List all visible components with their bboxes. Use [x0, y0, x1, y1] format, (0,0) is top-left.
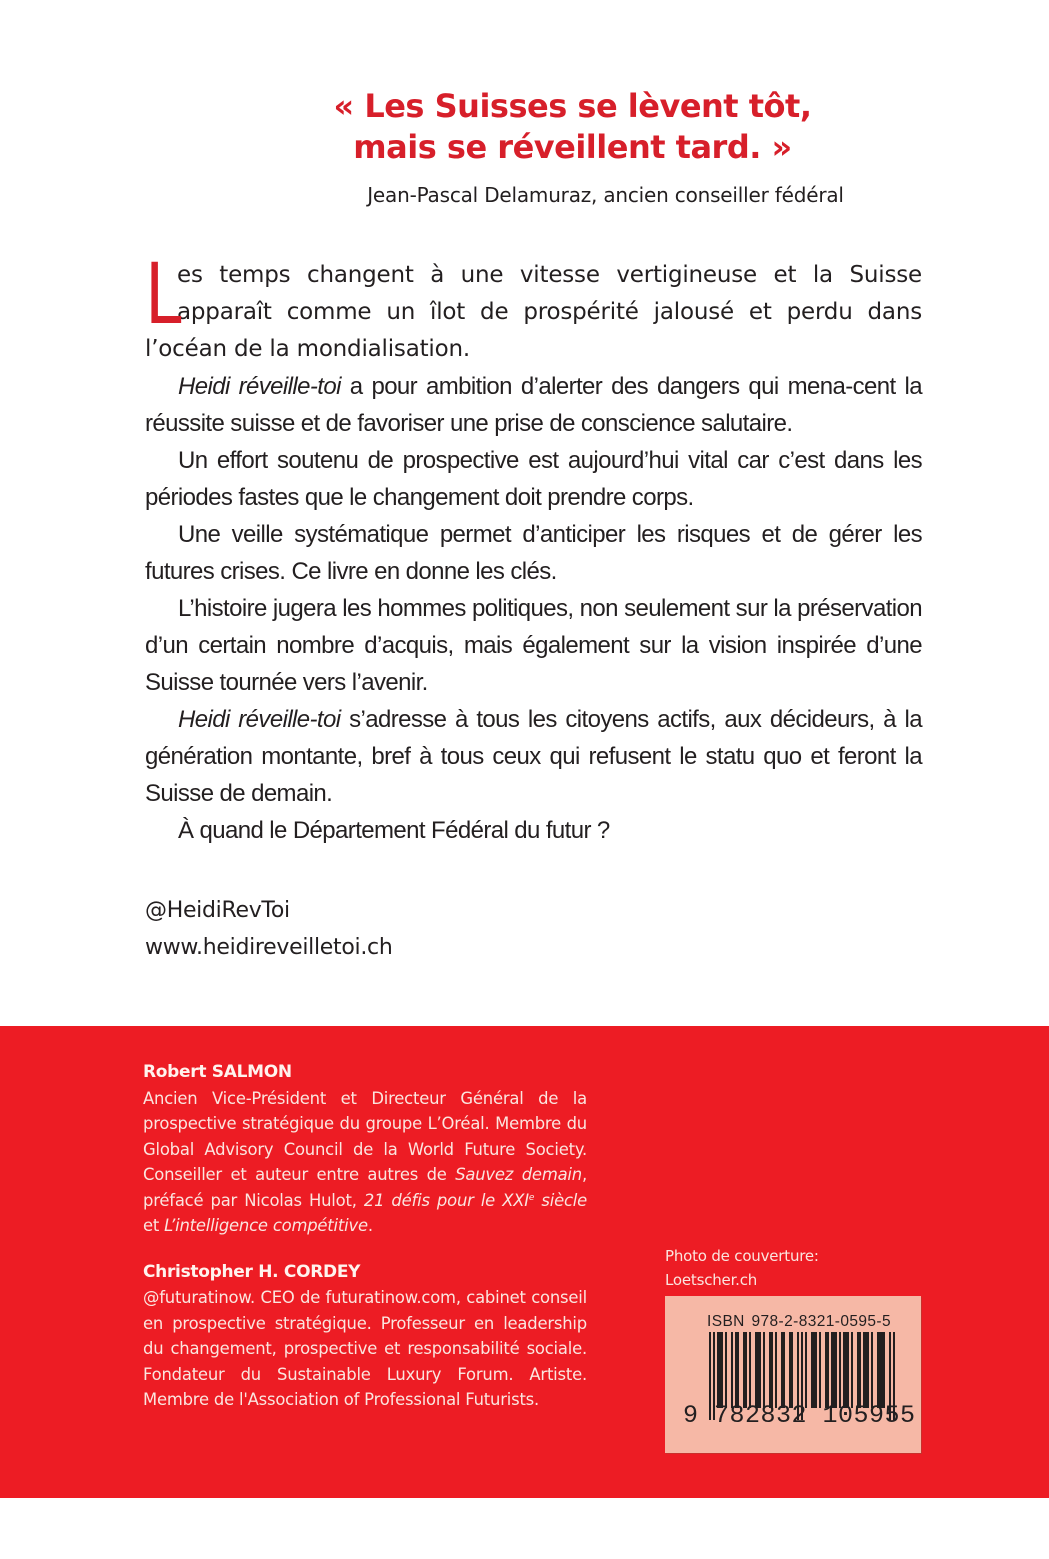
bio-fragment: , préfacé par Nicolas Hulot, [143, 1165, 587, 1210]
author-bio-text [143, 1086, 587, 1239]
isbn-barcode-box [665, 1296, 921, 1453]
barcode-digits: 9 782832 105955 [683, 1401, 916, 1430]
paragraph [145, 701, 922, 812]
epigraph [0, 86, 1049, 208]
book-title-part: 21 défis pour le XXI [363, 1190, 529, 1210]
book-title-part: siècle [534, 1190, 587, 1210]
author-name: Christopher H. CORDEY [143, 1261, 361, 1282]
superscript: e [528, 1192, 535, 1203]
photo-credit-label: Photo de couverture: [665, 1247, 819, 1265]
epigraph-quote [0, 86, 1049, 168]
paragraph-text: a pour ambition d’alerter des dangers qui mena-cent la réussite suisse et de favoriser une prise de conscience salutaire. [145, 373, 922, 437]
epigraph-attribution: Jean-Pascal Delamuraz, ancien conseiller fédéral [367, 183, 844, 207]
paragraph-text: Un effort soutenu de prospective est aujourd’hui vital car c’est dans les périodes fastes que le changement doit prendre corps. [145, 447, 922, 511]
book-title: L’intelligence compétitive [164, 1216, 368, 1235]
bio-fragment: Ancien Vice-Président et Directeur Général de la prospective stratégique du groupe L’Oréal. Membre du Global Advisory Council de la World Future Society. Conseiller et auteur entre autres de [143, 1088, 587, 1184]
bio-fragment: . [367, 1216, 373, 1235]
paragraph [145, 368, 922, 442]
paragraph-text: L’histoire jugera les hommes politiques, non seulement sur la préservation d’un certain nombre d’acquis, mais également sur la vision inspirée d’une Suisse tournée vers l’avenir. [145, 595, 922, 696]
drop-cap: L [145, 245, 182, 343]
contact-links [145, 892, 392, 966]
paragraph-text: Une veille systématique permet d’anticiper les risques et de gérer les futures crises. Ce livre en donne les clés. [145, 521, 922, 585]
paragraph-text: s’adresse à tous les citoyens actifs, aux décideurs, à la génération montante, bref à tous ceux qui refusent le statu quo et feront la Suisse de demain. [145, 706, 922, 807]
paragraph [145, 516, 922, 590]
book-title: Sauvez demain [455, 1165, 582, 1184]
author-bio-cordey [143, 1260, 587, 1413]
author-bios [143, 1060, 587, 1434]
book-title [364, 1191, 587, 1210]
isbn-label: ISBN 978-2-8321-0595-5 [707, 1313, 891, 1330]
paragraph [145, 442, 922, 516]
author-bio-salmon [143, 1060, 587, 1239]
author-name: Robert SALMON [143, 1062, 292, 1082]
author-bio-text: @futuratinow. CEO de futuratinow.com, cabinet conseil en prospective stratégique. Professeur en leadership du changement, prospective et responsabilité sociale. Fondateur du Sustainable Luxury Forum. Artiste. Membre de l'Association of Professional Futurists. [143, 1288, 587, 1409]
bio-fragment: et [143, 1216, 165, 1235]
paragraph [145, 590, 922, 701]
blurb-body [145, 245, 922, 849]
paragraph-text: es temps changent à une vitesse vertigineuse et la Suisse apparaît comme un îlot de prospérité jalousé et perdu dans l’océan de la mondialisation. [145, 262, 922, 362]
book-title: Heidi réveille-toi [178, 373, 341, 400]
paragraph-text: À quand le Département Fédéral du futur ? [178, 817, 610, 844]
quote-line: « Les Suisses se lèvent tôt, [333, 87, 812, 125]
twitter-handle-link[interactable]: @HeidiRevToi [145, 898, 290, 923]
photo-credit [665, 1244, 819, 1292]
photo-credit-value: Loetscher.ch [665, 1271, 758, 1289]
website-link[interactable]: www.heidireveilletoi.ch [145, 935, 393, 960]
quote-line: mais se réveillent tard. » [353, 128, 792, 166]
book-title: Heidi réveille-toi [178, 706, 341, 733]
paragraph [145, 245, 922, 368]
paragraph [145, 812, 922, 849]
